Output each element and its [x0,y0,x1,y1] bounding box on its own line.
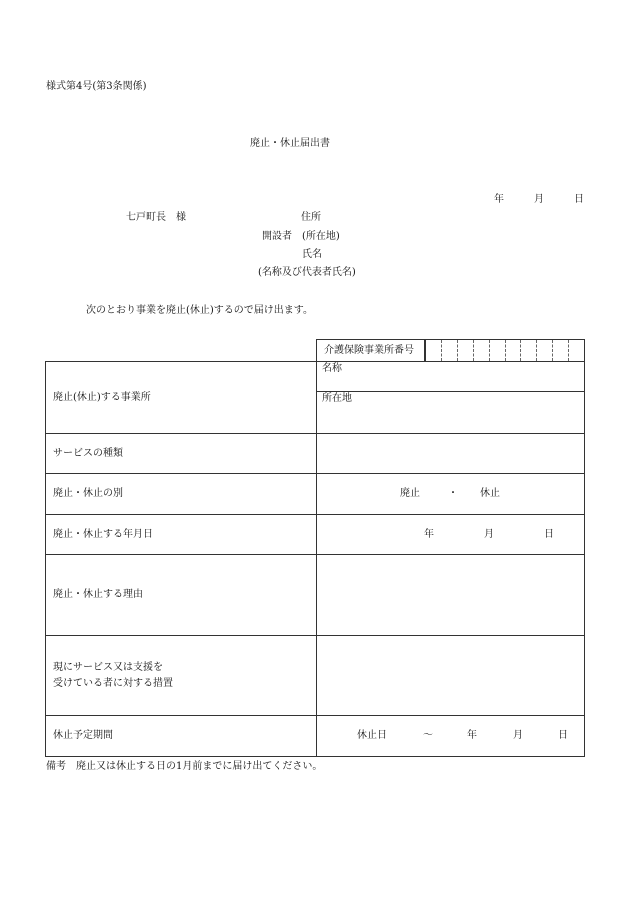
office-label: 廃止(休止)する事業所 [46,362,317,434]
suspension-period-field[interactable] [317,716,585,757]
date-month-label: 月 [534,194,544,205]
effective-day: 日 [544,529,554,540]
blank-corner [46,340,317,362]
office-number-input[interactable] [425,340,585,362]
period-year: 年 [467,730,477,741]
name-note: (名称及び代表者氏名) [258,267,356,278]
period-day: 日 [558,730,568,741]
name-label: 氏名 [302,249,322,260]
office-name-label: 名称 [322,363,342,374]
office-address-field[interactable] [317,391,584,433]
abolish-suspend-choice[interactable] [317,474,585,515]
option-abolish[interactable]: 廃止 [400,488,420,499]
remarks: 備考 廃止又は休止する日の1月前までに届け出てください。 [46,761,323,772]
effective-date-field[interactable] [317,515,585,555]
opener-label: 開設者 (所在地) [262,231,340,242]
document-title: 廃止・休止届出書 [250,138,330,149]
form-number: 様式第4号(第3条関係) [46,81,147,92]
period-month: 月 [513,730,523,741]
address-label: 住所 [301,212,321,223]
date-year-label: 年 [494,194,504,205]
office-details [317,362,585,434]
option-separator: ・ [448,488,458,499]
effective-month: 月 [484,529,494,540]
office-address-label: 所在地 [322,393,352,404]
date-day-label: 日 [574,194,584,205]
reason-label: 廃止・休止する理由 [46,555,317,636]
option-suspend[interactable]: 休止 [480,488,500,499]
addressee: 七戸町長 様 [126,212,186,223]
suspension-period-label: 休止予定期間 [46,716,317,757]
notification-table [45,339,585,757]
reason-field[interactable] [317,555,585,636]
service-type-field[interactable] [317,434,585,474]
period-day-label: 休止日 [357,730,387,741]
period-tilde: ～ [423,730,433,741]
office-name-field[interactable] [317,362,584,391]
measures-label-line2: 受けている者に対する措置 [53,677,173,689]
abolish-suspend-label: 廃止・休止の別 [46,474,317,515]
intro-text: 次のとおり事業を廃止(休止)するので届け出ます。 [86,305,314,316]
measures-label [46,636,317,716]
office-number-label: 介護保険事業所番号 [317,340,425,362]
service-type-label: サービスの種類 [46,434,317,474]
effective-date-label: 廃止・休止する年月日 [46,515,317,555]
measures-field[interactable] [317,636,585,716]
effective-year: 年 [424,529,434,540]
measures-label-line1: 現にサービス又は支援を [53,661,163,673]
